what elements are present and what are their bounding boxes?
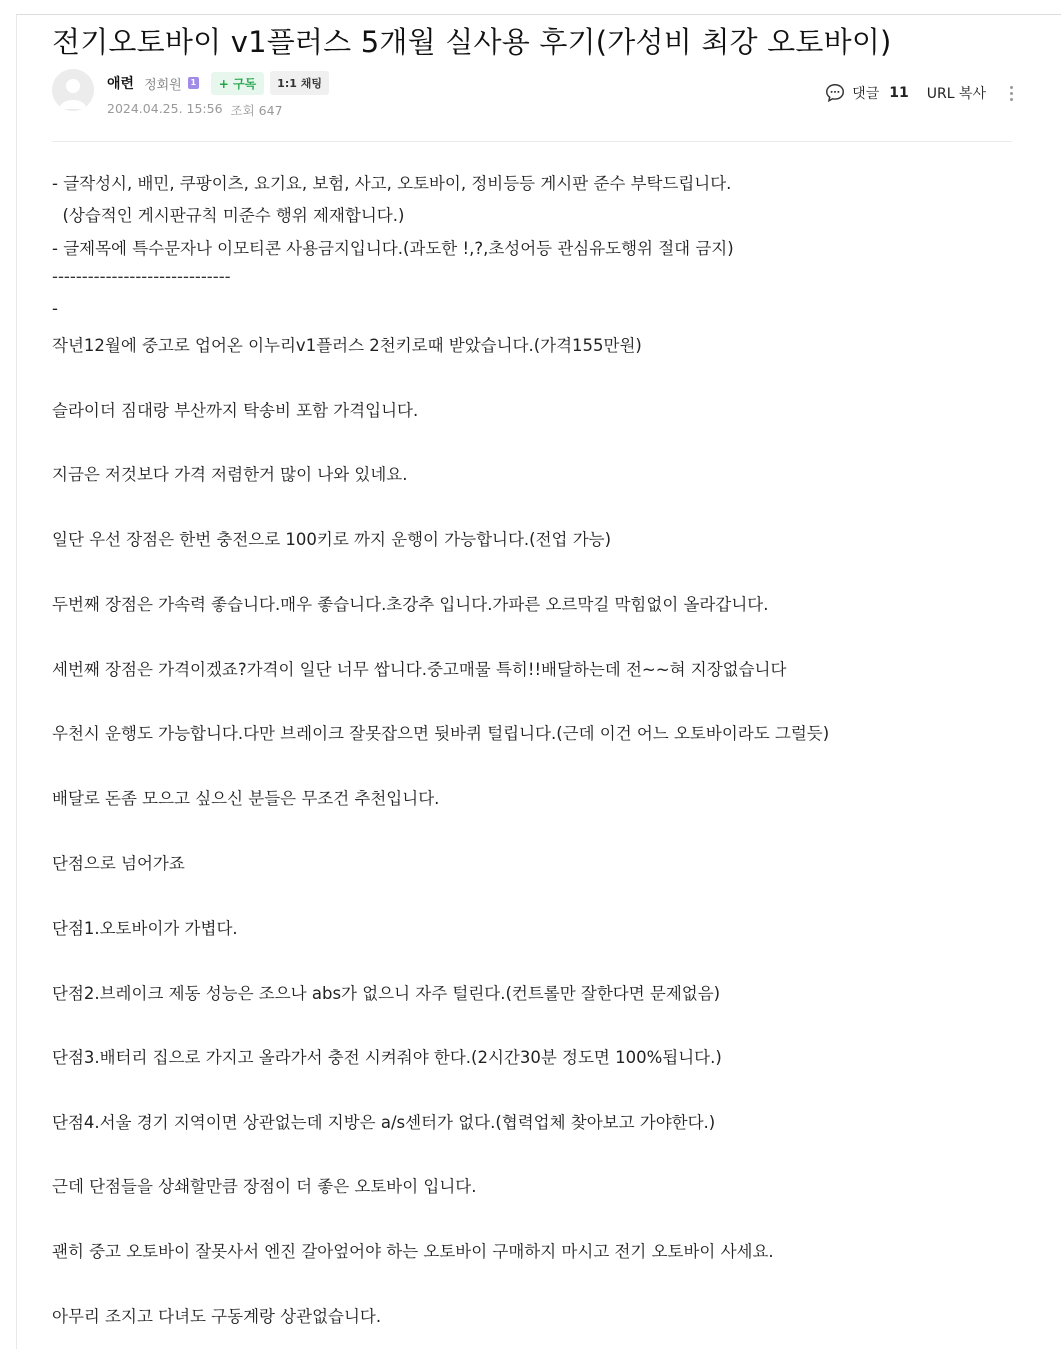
body-line: 괜히 중고 오토바이 잘못사서 엔진 갈아엎어야 하는 오토바이 구매하지 마시고 전기 오토바이 사세요. — [52, 1242, 774, 1261]
body-line: 두번째 장점은 가속력 좋습니다.매우 좋습니다.초강추 입니다.가파른 오르막길 막힘없이 올라갑니다. — [52, 595, 769, 614]
post-views: 조회 647 — [230, 103, 283, 118]
body-line: 일단 우선 장점은 한번 충전으로 100키로 까지 운행이 가능합니다.(전업 가능) — [52, 530, 612, 549]
body-line: 단점2.브레이크 제동 성능은 조으나 abs가 없으니 자주 털린다.(컨트롤만 잘한다면 문제없음) — [52, 984, 721, 1003]
comment-label: 댓글 — [852, 86, 880, 102]
body-line: 지금은 저것보다 가격 저렴한거 많이 나와 있네요. — [52, 465, 408, 484]
body-line: - — [52, 299, 58, 318]
avatar[interactable] — [52, 69, 94, 111]
default-profile-icon — [52, 69, 94, 111]
author-name[interactable]: 애련 — [107, 76, 135, 92]
body-line: 단점으로 넘어가죠 — [52, 854, 185, 873]
body-line: 세번째 장점은 가격이겠죠?가격이 일단 너무 쌉니다.중고매물 특히!!배달하는데 전~~혀 지장없습니다 — [52, 660, 787, 679]
subscribe-button[interactable]: + 구독 — [211, 72, 264, 95]
comment-bubble-icon — [824, 82, 846, 104]
post-tools — [824, 82, 1013, 104]
body-line: 슬라이더 짐대랑 부산까지 탁송비 포함 가격입니다. — [52, 401, 419, 420]
more-options-icon[interactable] — [1010, 86, 1013, 101]
comment-count: 11 — [889, 85, 909, 101]
author-row — [107, 71, 329, 95]
author-grade: 정회원 — [144, 77, 182, 93]
post-datetime: 2024.04.25. 15:56 — [107, 101, 223, 116]
body-line: 우천시 운행도 가능합니다.다만 브레이크 잘못잡으면 뒷바퀴 털립니다.(근데 이건 어느 오토바이라도 그럴듯) — [52, 724, 830, 743]
body-line: - 글제목에 특수문자나 이모티콘 사용금지입니다.(과도한 !,?,초성어등 관심유도행위 절대 금지) — [52, 239, 734, 258]
post-meta — [107, 101, 283, 119]
body-line: 근데 단점들을 상쇄할만큼 장점이 더 좋은 오토바이 입니다. — [52, 1177, 477, 1196]
post-title: 전기오토바이 v1플러스 5개월 실사용 후기(가성비 최강 오토바이) — [52, 25, 892, 59]
body-line: 단점3.배터리 집으로 가지고 올라가서 충전 시켜줘야 한다.(2시간30분 정도면 100%됩니다.) — [52, 1048, 722, 1067]
body-line: 작년12월에 중고로 업어온 이누리v1플러스 2천키로때 받았습니다.(가격155만원) — [52, 336, 642, 355]
url-copy-button[interactable]: URL 복사 — [926, 86, 986, 102]
body-line: 단점1.오토바이가 가볍다. — [52, 919, 238, 938]
header-divider — [52, 141, 1012, 142]
body-line: ------------------------------ — [52, 267, 231, 286]
comment-button[interactable] — [824, 82, 909, 104]
chat-button[interactable]: 1:1 채팅 — [270, 71, 329, 95]
body-line: - 글작성시, 배민, 쿠팡이츠, 요기요, 보험, 사고, 오토바이, 정비등등 게시판 준수 부탁드립니다. — [52, 174, 732, 193]
body-line: 아무리 조지고 다녀도 구동계랑 상관없습니다. — [52, 1307, 382, 1326]
body-line: (상습적인 게시판규칙 미준수 행위 제재합니다.) — [52, 206, 405, 225]
body-line: 단점4.서울 경기 지역이면 상관없는데 지방은 a/s센터가 없다.(협력업체 찾아보고 가야한다.) — [52, 1113, 716, 1132]
grade-badge-icon: 1 — [188, 77, 199, 89]
body-line: 배달로 돈좀 모으고 싶으신 분들은 무조건 추천입니다. — [52, 789, 440, 808]
